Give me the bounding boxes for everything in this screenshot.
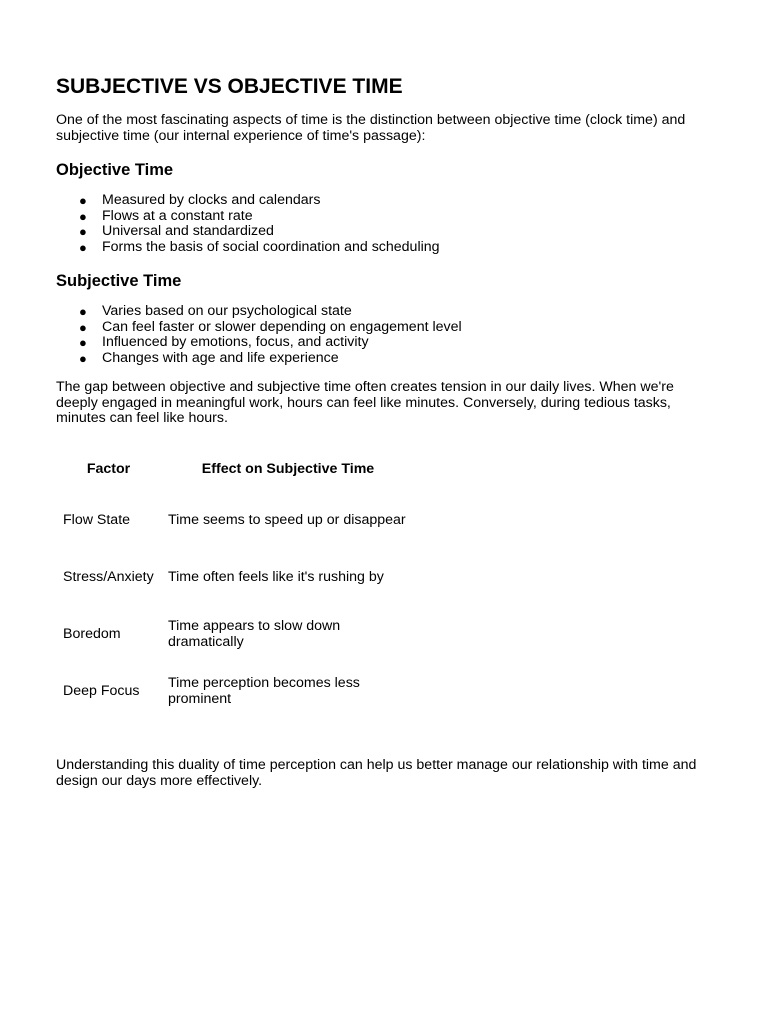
list-item: [56, 320, 462, 336]
factor-table: [56, 448, 415, 720]
table-cell-effect: Time often feels like it's rushing by: [168, 568, 384, 585]
table-cell-effect: Time seems to speed up or disappear: [168, 511, 406, 528]
bullet-icon: ●: [79, 224, 87, 239]
list-item-text: Can feel faster or slower depending on engagement level: [102, 318, 462, 335]
list-item-text: Forms the basis of social coordination and scheduling: [102, 238, 440, 255]
bullet-icon: ●: [79, 208, 87, 224]
list-item-text: Universal and standardized: [102, 223, 274, 239]
table-cell-effect: Time perception becomes less prominent: [168, 675, 360, 707]
bullet-icon: ●: [79, 304, 87, 319]
bullet-icon: ●: [79, 335, 87, 350]
subjective-time-list: [56, 304, 462, 366]
gap-paragraph: The gap between objective and subjective time often creates tension in our daily lives. When we're deeply engaged in meaningful work, hours can feel like minutes. Conversely, during tedious tasks, minutes can feel like hours.: [56, 379, 674, 426]
list-item: [56, 209, 440, 225]
table-row: [56, 492, 415, 549]
list-item: [56, 224, 440, 240]
bullet-icon: ●: [79, 193, 87, 208]
table-header-factor: Factor: [86, 461, 131, 478]
closing-paragraph: Understanding this duality of time perception can help us better manage our relationship with time and design our days more effectively.: [56, 757, 697, 789]
subjective-time-heading: Subjective Time: [56, 272, 182, 290]
table-cell-factor: Flow State: [63, 511, 131, 528]
objective-time-heading: Objective Time: [56, 161, 174, 179]
table-cell-effect: Time appears to slow down dramatically: [168, 618, 341, 650]
list-item-text: Measured by clocks and calendars: [102, 192, 321, 208]
list-item: [56, 193, 440, 209]
list-item: [56, 240, 440, 256]
table-cell-factor: Stress/Anxiety: [63, 568, 154, 585]
bullet-icon: ●: [79, 350, 87, 366]
table-header-row: [56, 448, 415, 492]
list-item-text: Varies based on our psychological state: [102, 303, 352, 319]
objective-time-list: [56, 193, 440, 255]
table-cell-factor: Deep Focus: [63, 682, 140, 699]
table-header-effect: Effect on Subjective Time: [201, 461, 375, 478]
list-item-text: Changes with age and life experience: [102, 349, 339, 366]
list-item: [56, 304, 462, 320]
document-title: SUBJECTIVE VS OBJECTIVE TIME: [56, 75, 403, 98]
table-row: [56, 663, 415, 720]
table-cell-factor: Boredom: [63, 625, 121, 642]
list-item: [56, 335, 462, 351]
list-item: [56, 351, 462, 367]
bullet-icon: ●: [79, 239, 87, 255]
table-row: [56, 606, 415, 663]
list-item-text: Influenced by emotions, focus, and activity: [102, 334, 369, 350]
intro-paragraph: One of the most fascinating aspects of time is the distinction between objective time (clock time) and subjective time (our internal experience of time's passage):: [56, 112, 686, 144]
table-row: [56, 549, 415, 606]
list-item-text: Flows at a constant rate: [102, 207, 253, 224]
bullet-icon: ●: [79, 319, 87, 335]
